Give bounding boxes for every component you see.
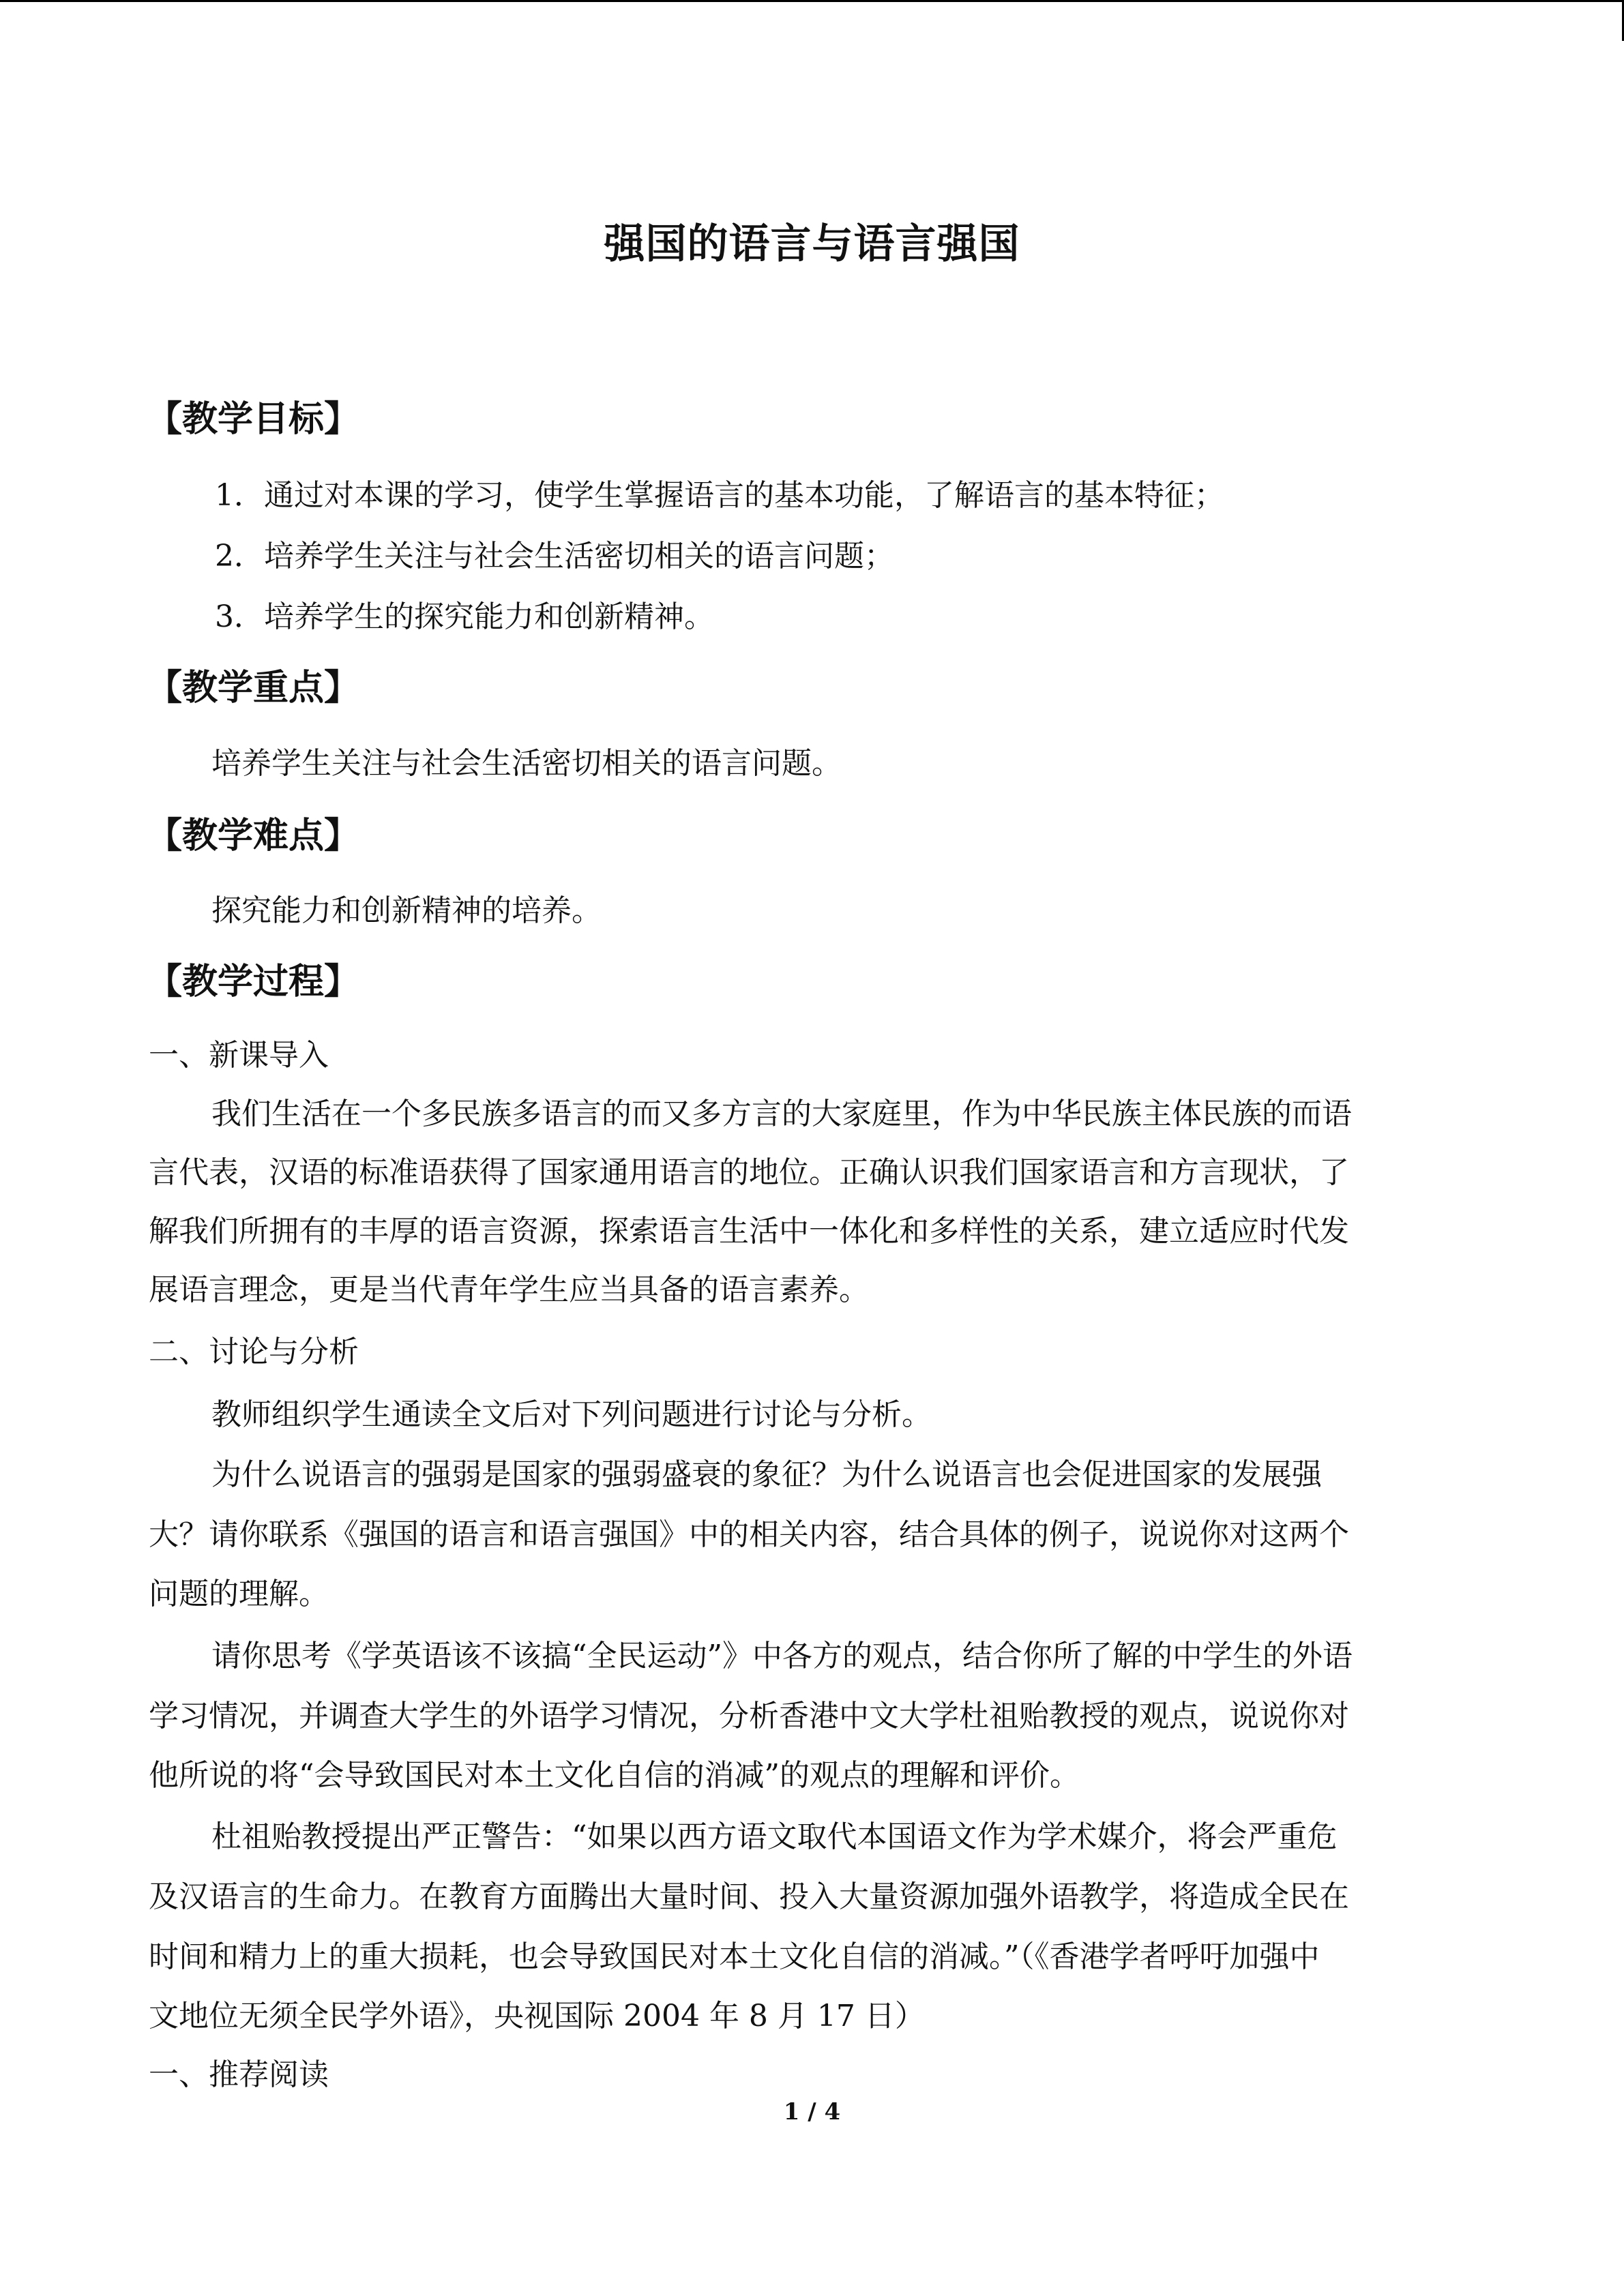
- question-line: 学习情况，并调查大学生的外语学习情况，分析香港中文大学杜祖贻教授的观点，说说你对: [149, 1699, 1349, 1733]
- quote-line: 杜祖贻教授提出严正警告：“如果以西方语文取代本国语文作为学术媒介，将会严重危: [211, 1819, 1338, 1854]
- intro-line: 我们生活在一个多民族多语言的而又多方言的大家庭里，作为中华民族主体民族的而语: [211, 1097, 1352, 1131]
- quote-line: 文地位无须全民学外语》，央视国际 2004 年 8 月 17 日）: [149, 1999, 925, 2033]
- intro-line: 言代表，汉语的标准语获得了国家通用语言的地位。正确认识我们国家语言和方言现状，了: [149, 1155, 1349, 1190]
- question-line: 问题的理解。: [149, 1577, 329, 1611]
- discussion-intro: 教师组织学生通读全文后对下列问题进行讨论与分析。: [211, 1397, 932, 1432]
- intro-heading: 一、新课导入: [149, 1038, 329, 1073]
- question-line: 请你思考《学英语该不该搞“全民运动”》中各方的观点，结合你所了解的中学生的外语: [211, 1639, 1353, 1673]
- page-number: 1 / 4: [783, 2098, 841, 2126]
- question-line: 大？请你联系《强国的语言和语言强国》中的相关内容，结合具体的例子，说说你对这两个: [149, 1517, 1349, 1552]
- objective-item: 1．通过对本课的学习，使学生掌握语言的基本功能，了解语言的基本特征；: [215, 478, 1224, 513]
- discussion-heading: 二、讨论与分析: [149, 1335, 359, 1369]
- process-heading: 【教学过程】: [147, 961, 360, 1002]
- question-line: 他所说的将“会导致国民对本土文化自信的消减”的观点的理解和评价。: [149, 1758, 1080, 1793]
- key-points-text: 培养学生关注与社会生活密切相关的语言问题。: [211, 746, 842, 781]
- intro-line: 解我们所拥有的丰厚的语言资源，探索语言生活中一体化和多样性的关系，建立适应时代发: [149, 1214, 1349, 1249]
- quote-line: 及汉语言的生命力。在教育方面腾出大量时间、投入大量资源加强外语教学，将造成全民在: [149, 1879, 1349, 1914]
- intro-line: 展语言理念，更是当代青年学生应当具备的语言素养。: [149, 1272, 869, 1307]
- objectives-heading: 【教学目标】: [147, 399, 360, 440]
- quote-line: 时间和精力上的重大损耗，也会导致国民对本土文化自信的消减。”（《香港学者呼吁加强中: [149, 1939, 1320, 1974]
- difficulties-heading: 【教学难点】: [147, 816, 360, 856]
- reading-heading: 一、推荐阅读: [149, 2057, 329, 2092]
- objective-item: 3．培养学生的探究能力和创新精神。: [215, 599, 714, 634]
- key-points-heading: 【教学重点】: [147, 668, 360, 709]
- question-line: 为什么说语言的强弱是国家的强弱盛衰的象征？为什么说语言也会促进国家的发展强: [211, 1457, 1322, 1492]
- document-title: 强国的语言与语言强国: [604, 220, 1020, 268]
- difficulties-text: 探究能力和创新精神的培养。: [211, 893, 602, 928]
- objective-item: 2．培养学生关注与社会生活密切相关的语言问题；: [215, 539, 894, 573]
